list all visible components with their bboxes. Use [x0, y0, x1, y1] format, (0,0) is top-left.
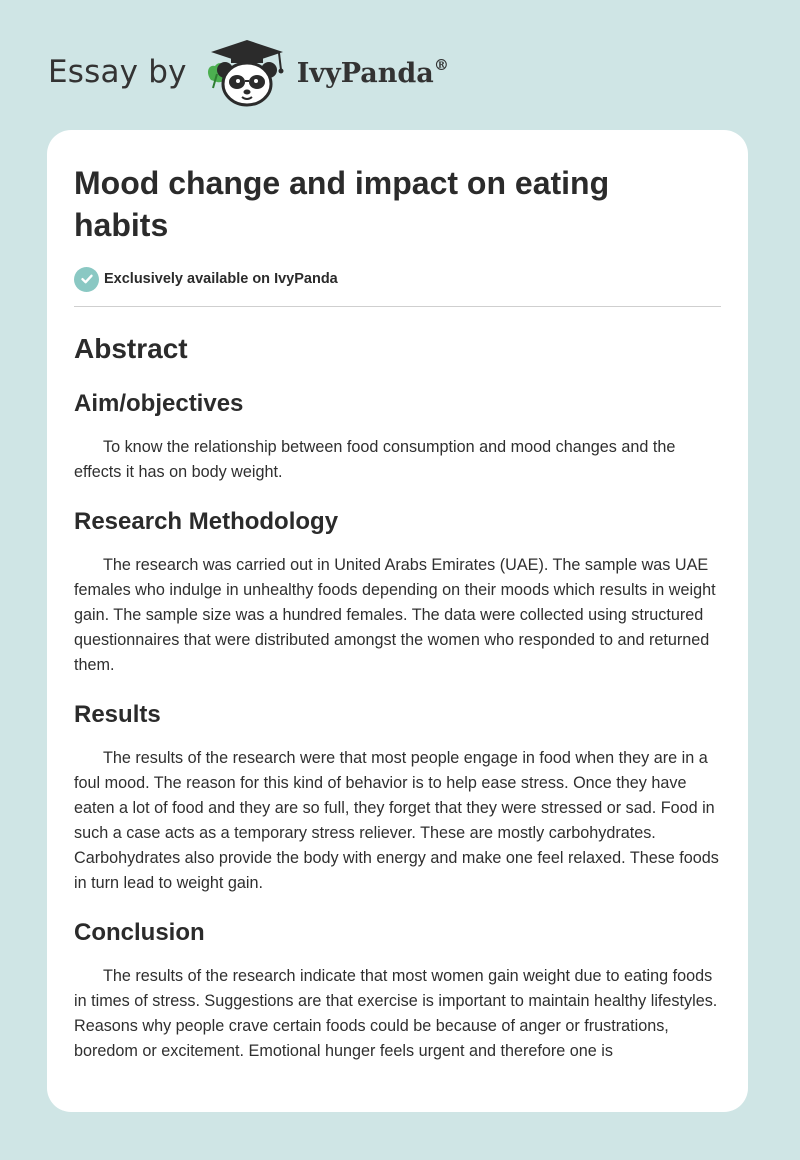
section-heading-results: Results: [74, 701, 161, 728]
abstract-heading: Abstract: [74, 333, 188, 364]
section-heading-aim: Aim/objectives: [74, 390, 244, 417]
check-circle-icon: [74, 267, 99, 292]
section-heading-conclusion: Conclusion: [74, 919, 205, 946]
brand-label: IvyPanda: [296, 57, 434, 89]
badge-label: Exclusively available on IvyPanda: [104, 271, 338, 287]
exclusive-badge: [74, 266, 721, 292]
essay-card: [47, 130, 748, 1112]
section-text-aim: To know the relationship between food consumption and mood changes and the effects it has on body weight.: [74, 438, 676, 481]
essay-by-label: Essay by: [48, 54, 187, 90]
section-heading-methodology: Research Methodology: [74, 508, 339, 535]
page-title: Mood change and impact on eating habits: [74, 165, 610, 243]
section-text-conclusion: The results of the research indicate that most women gain weight due to eating foods in times of stress. Suggestions are that exercise is important to maintain healthy lifestyles. Reasons why people crave certain foods could be because of anger or frustrations, boredom or excitement. Emotional hunger feels urgent and therefore one is: [74, 967, 718, 1060]
site-header: [48, 36, 748, 108]
panda-graduate-icon[interactable]: [201, 36, 293, 108]
brand-name[interactable]: [297, 56, 449, 89]
section-text-results: The results of the research were that most people engage in food when they are in a foul mood. The reason for this kind of behavior is to help ease stress. Once they have eaten a lot of food and they are so full, they forget that they were stressed or sad. Food in such a case acts as a temporary stress reliever. These are mostly carbohydrates. Carbohydrates also provide the body with energy and make one feel relaxed. These foods in turn lead to weight gain.: [74, 749, 719, 892]
section-text-methodology: The research was carried out in United Arabs Emirates (UAE). The sample was UAE females who indulge in unhealthy foods depending on their moods which results in weight gain. The sample size was a hundred females. The data were collected using structured questionnaires that were distributed amongst the women who responded to and returned them.: [74, 556, 716, 674]
divider: [74, 306, 721, 307]
trademark-symbol: ®: [433, 55, 449, 74]
